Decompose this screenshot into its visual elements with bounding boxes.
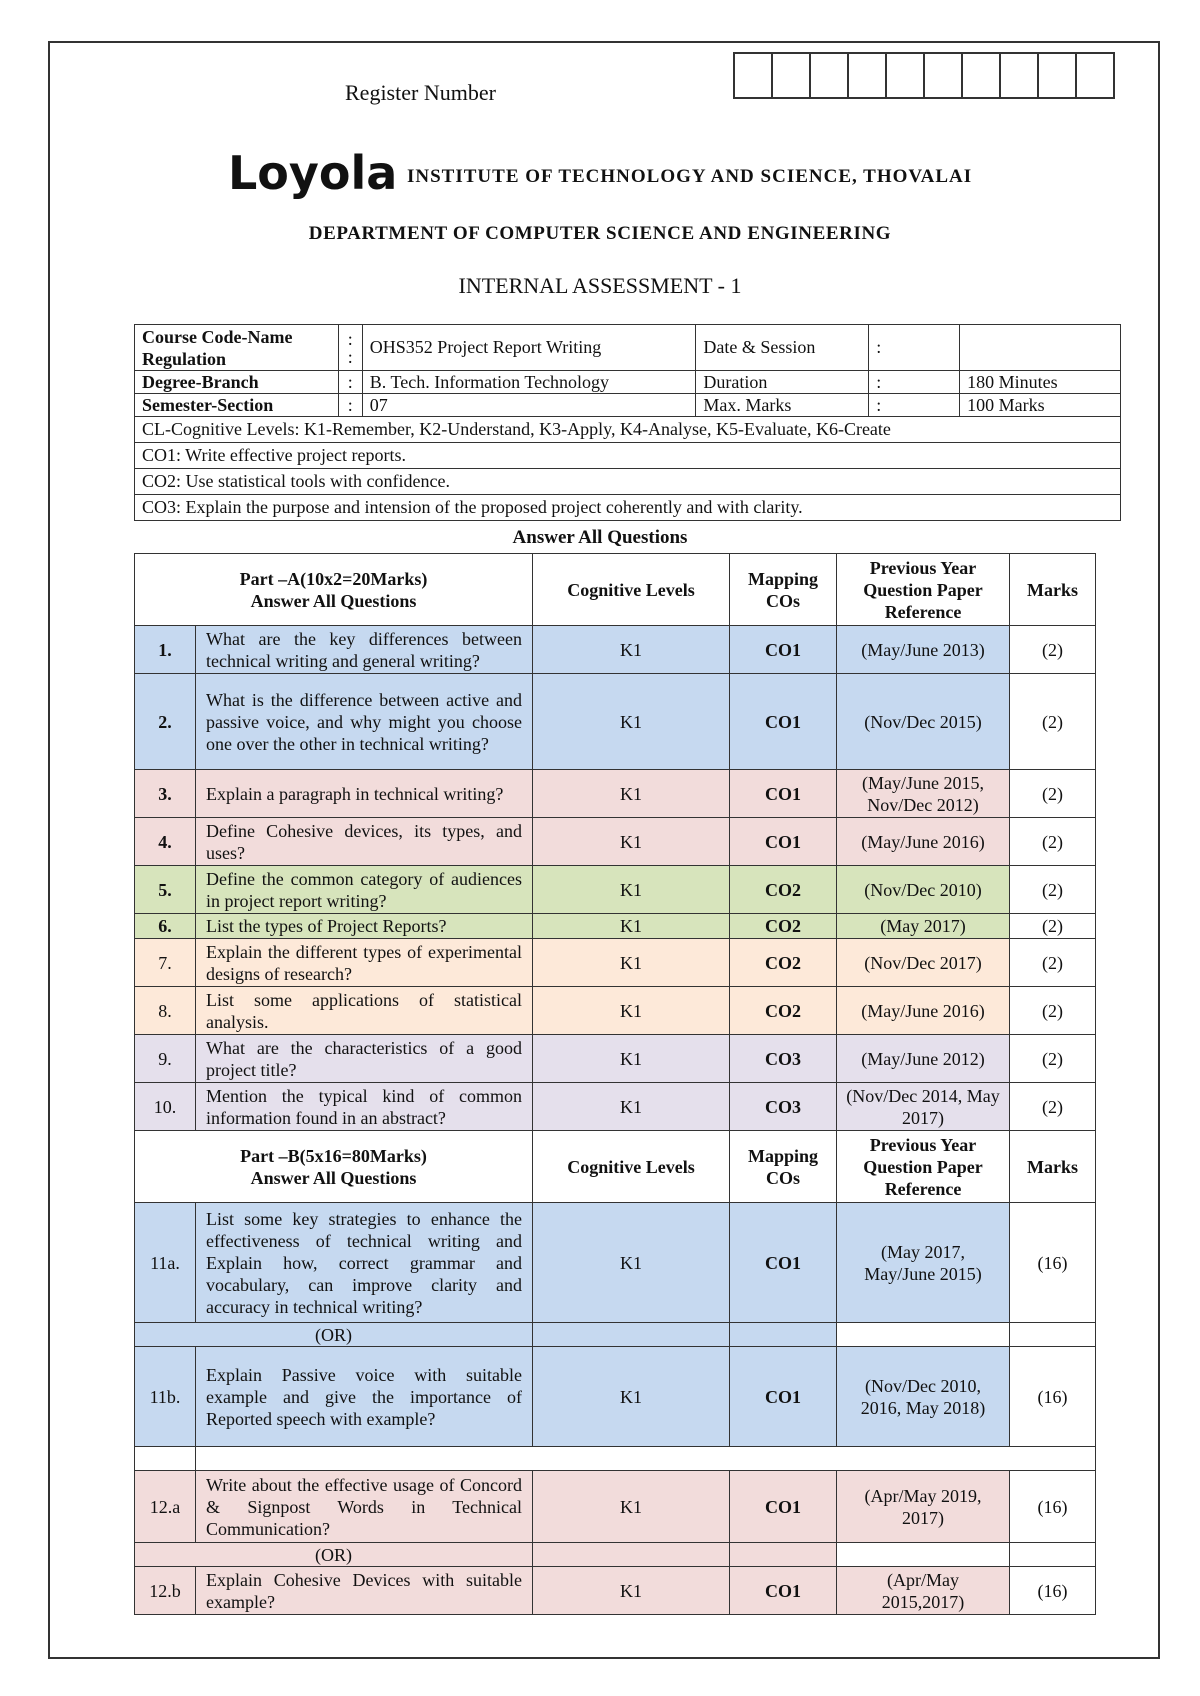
question-marks: (2) — [1010, 1035, 1096, 1083]
question-row — [135, 674, 1096, 770]
question-text: Explain Cohesive Devices with suitable example? — [196, 1567, 533, 1615]
mapping-co: CO2 — [730, 866, 837, 914]
or-cell — [837, 1543, 1010, 1567]
spacer-cell — [135, 1447, 196, 1471]
question-text: Explain the different types of experimental designs of research? — [196, 939, 533, 987]
question-row — [135, 866, 1096, 914]
questions-table — [134, 553, 1096, 1615]
or-row — [135, 1543, 1096, 1567]
co2-line: CO2: Use statistical tools with confidence. — [135, 469, 1121, 495]
table-header-row — [135, 554, 1096, 626]
previous-year-reference: (Nov/Dec 2010) — [837, 866, 1010, 914]
question-row — [135, 939, 1096, 987]
mapping-co: CO2 — [730, 914, 837, 939]
previous-year-reference: (May/June 2015, Nov/Dec 2012) — [837, 770, 1010, 818]
or-cell — [1010, 1323, 1096, 1347]
course-value: OHS352 Project Report Writing — [362, 325, 696, 371]
course-code-label — [135, 325, 339, 371]
questions-body — [135, 554, 1096, 1615]
previous-year-header: Previous Year Question Paper Reference — [837, 554, 1010, 626]
spacer-cell — [196, 1447, 1096, 1471]
or-cell — [730, 1543, 837, 1567]
question-number: 12.a — [135, 1471, 196, 1543]
register-digit-box[interactable] — [773, 54, 811, 97]
question-marks: (2) — [1010, 987, 1096, 1035]
course-code-label-text: Course Code-Name — [142, 326, 293, 347]
marks-header: Marks — [1010, 554, 1096, 626]
register-digit-box[interactable] — [849, 54, 887, 97]
question-marks: (2) — [1010, 818, 1096, 866]
info-colon: : — [338, 371, 362, 394]
question-text: List some key strategies to enhance the effectiveness of technical writing and Explain how, correct grammar and vocabulary, can improve clarity and accuracy in technical writing? — [196, 1203, 533, 1323]
cognitive-level: K1 — [533, 674, 730, 770]
register-digit-box[interactable] — [811, 54, 849, 97]
cognitive-levels-line: CL-Cognitive Levels: K1-Remember, K2-Understand, K3-Apply, K4-Analyse, K5-Evaluate, K6-Create — [135, 417, 1121, 443]
cognitive-level: K1 — [533, 914, 730, 939]
info-colon: : : — [338, 325, 362, 371]
cognitive-level: K1 — [533, 770, 730, 818]
or-cell — [533, 1323, 730, 1347]
register-number-label: Register Number — [345, 80, 496, 105]
question-number: 11b. — [135, 1347, 196, 1447]
question-row — [135, 1203, 1096, 1323]
previous-year-reference: (May 2017) — [837, 914, 1010, 939]
info-colon: : — [869, 394, 960, 417]
mapping-cos-header: Mapping COs — [730, 554, 837, 626]
table-header-row — [135, 1131, 1096, 1203]
or-cell — [1010, 1543, 1096, 1567]
question-text: What are the characteristics of a good project title? — [196, 1035, 533, 1083]
question-marks: (2) — [1010, 1083, 1096, 1131]
previous-year-reference: (Nov/Dec 2015) — [837, 674, 1010, 770]
register-digit-box[interactable] — [1077, 54, 1113, 97]
info-colon: : — [869, 325, 960, 371]
previous-year-reference: (Apr/May 2015,2017) — [837, 1567, 1010, 1615]
question-marks: (2) — [1010, 866, 1096, 914]
question-text: Define Cohesive devices, its types, and uses? — [196, 818, 533, 866]
register-digit-box[interactable] — [1001, 54, 1039, 97]
cognitive-level: K1 — [533, 1203, 730, 1323]
marks-header: Marks — [1010, 1131, 1096, 1203]
question-row — [135, 1035, 1096, 1083]
question-row — [135, 914, 1096, 939]
cognitive-level: K1 — [533, 1471, 730, 1543]
previous-year-reference: (Apr/May 2019, 2017) — [837, 1471, 1010, 1543]
co1-line: CO1: Write effective project reports. — [135, 443, 1121, 469]
question-marks: (2) — [1010, 914, 1096, 939]
question-marks: (16) — [1010, 1471, 1096, 1543]
info-colon: : — [338, 394, 362, 417]
or-label: (OR) — [135, 1323, 533, 1347]
mapping-co: CO1 — [730, 770, 837, 818]
duration-value: 180 Minutes — [960, 371, 1121, 394]
previous-year-reference: (Nov/Dec 2017) — [837, 939, 1010, 987]
mapping-co: CO3 — [730, 1083, 837, 1131]
question-number: 5. — [135, 866, 196, 914]
semester-section-label: Semester-Section — [135, 394, 339, 417]
mapping-co: CO1 — [730, 1471, 837, 1543]
cognitive-level: K1 — [533, 987, 730, 1035]
mapping-co: CO1 — [730, 1567, 837, 1615]
question-number: 12.b — [135, 1567, 196, 1615]
mapping-cos-header: Mapping COs — [730, 1131, 837, 1203]
question-marks: (16) — [1010, 1347, 1096, 1447]
institute-name: INSTITUTE OF TECHNOLOGY AND SCIENCE, THOVALAI — [407, 166, 973, 187]
spacer-row — [135, 1447, 1096, 1471]
question-marks: (2) — [1010, 626, 1096, 674]
cognitive-level: K1 — [533, 626, 730, 674]
or-cell — [837, 1323, 1010, 1347]
mapping-co: CO2 — [730, 987, 837, 1035]
question-marks: (2) — [1010, 939, 1096, 987]
previous-year-reference: (May 2017, May/June 2015) — [837, 1203, 1010, 1323]
brand-logo: Loyola — [228, 146, 398, 200]
register-digit-box[interactable] — [963, 54, 1001, 97]
question-number: 2. — [135, 674, 196, 770]
part-heading: Part –A(10x2=20Marks) Answer All Questions — [135, 554, 533, 626]
semester-section-value: 07 — [362, 394, 696, 417]
max-marks-value: 100 Marks — [960, 394, 1121, 417]
question-text: Explain a paragraph in technical writing? — [196, 770, 533, 818]
cognitive-level: K1 — [533, 1083, 730, 1131]
question-number: 1. — [135, 626, 196, 674]
mapping-co: CO1 — [730, 1203, 837, 1323]
previous-year-header: Previous Year Question Paper Reference — [837, 1131, 1010, 1203]
cognitive-level: K1 — [533, 1567, 730, 1615]
question-text: Write about the effective usage of Concord & Signpost Words in Technical Communication? — [196, 1471, 533, 1543]
question-number: 9. — [135, 1035, 196, 1083]
question-number: 4. — [135, 818, 196, 866]
register-digit-box[interactable] — [887, 54, 925, 97]
question-row — [135, 626, 1096, 674]
department-name: DEPARTMENT OF COMPUTER SCIENCE AND ENGINEERING — [308, 223, 892, 244]
or-row — [135, 1323, 1096, 1347]
previous-year-reference: (May/June 2016) — [837, 987, 1010, 1035]
previous-year-reference: (Nov/Dec 2010, 2016, May 2018) — [837, 1347, 1010, 1447]
cognitive-levels-header: Cognitive Levels — [533, 1131, 730, 1203]
question-number: 6. — [135, 914, 196, 939]
or-label: (OR) — [135, 1543, 533, 1567]
previous-year-reference: (May/June 2012) — [837, 1035, 1010, 1083]
date-session-value — [960, 325, 1121, 371]
question-row — [135, 818, 1096, 866]
question-marks: (2) — [1010, 674, 1096, 770]
question-text: Mention the typical kind of common information found in an abstract? — [196, 1083, 533, 1131]
question-marks: (2) — [1010, 770, 1096, 818]
question-text: Define the common category of audiences in project report writing? — [196, 866, 533, 914]
register-digit-box[interactable] — [1039, 54, 1077, 97]
previous-year-reference: (May/June 2016) — [837, 818, 1010, 866]
mapping-co: CO1 — [730, 818, 837, 866]
register-digit-box[interactable] — [735, 54, 773, 97]
cognitive-level: K1 — [533, 1035, 730, 1083]
question-number: 10. — [135, 1083, 196, 1131]
or-cell — [533, 1543, 730, 1567]
mapping-co: CO3 — [730, 1035, 837, 1083]
previous-year-reference: (May/June 2013) — [837, 626, 1010, 674]
question-number: 8. — [135, 987, 196, 1035]
question-marks: (16) — [1010, 1203, 1096, 1323]
co3-line: CO3: Explain the purpose and intension of the proposed project coherently and with clarity. — [135, 495, 1121, 521]
max-marks-label: Max. Marks — [696, 394, 869, 417]
degree-branch-label: Degree-Branch — [135, 371, 339, 394]
question-row — [135, 1471, 1096, 1543]
course-info-table — [134, 324, 1121, 521]
mapping-co: CO1 — [730, 674, 837, 770]
degree-branch-value: B. Tech. Information Technology — [362, 371, 696, 394]
answer-all-note: Answer All Questions — [512, 527, 688, 548]
mapping-co: CO1 — [730, 626, 837, 674]
question-text: List the types of Project Reports? — [196, 914, 533, 939]
question-row — [135, 987, 1096, 1035]
info-colon: : — [869, 371, 960, 394]
question-text: Explain Passive voice with suitable example and give the importance of Reported speech with example? — [196, 1347, 533, 1447]
previous-year-reference: (Nov/Dec 2014, May 2017) — [837, 1083, 1010, 1131]
date-session-label: Date & Session — [696, 325, 869, 371]
question-text: List some applications of statistical analysis. — [196, 987, 533, 1035]
question-number: 7. — [135, 939, 196, 987]
question-number: 3. — [135, 770, 196, 818]
part-heading: Part –B(5x16=80Marks) Answer All Questions — [135, 1131, 533, 1203]
regulation-label-text: Regulation — [142, 348, 227, 369]
register-digit-box[interactable] — [925, 54, 963, 97]
or-cell — [730, 1323, 837, 1347]
register-number-boxes[interactable] — [733, 52, 1115, 99]
cognitive-levels-header: Cognitive Levels — [533, 554, 730, 626]
question-number: 11a. — [135, 1203, 196, 1323]
cognitive-level: K1 — [533, 866, 730, 914]
question-marks: (16) — [1010, 1567, 1096, 1615]
mapping-co: CO1 — [730, 1347, 837, 1447]
question-row — [135, 1567, 1096, 1615]
exam-title: INTERNAL ASSESSMENT - 1 — [458, 273, 742, 298]
question-text: What are the key differences between technical writing and general writing? — [196, 626, 533, 674]
question-row — [135, 1083, 1096, 1131]
question-text: What is the difference between active and passive voice, and why might you choose one over the other in technical writing? — [196, 674, 533, 770]
mapping-co: CO2 — [730, 939, 837, 987]
question-row — [135, 770, 1096, 818]
duration-label: Duration — [696, 371, 869, 394]
cognitive-level: K1 — [533, 818, 730, 866]
question-row — [135, 1347, 1096, 1447]
cognitive-level: K1 — [533, 939, 730, 987]
cognitive-level: K1 — [533, 1347, 730, 1447]
